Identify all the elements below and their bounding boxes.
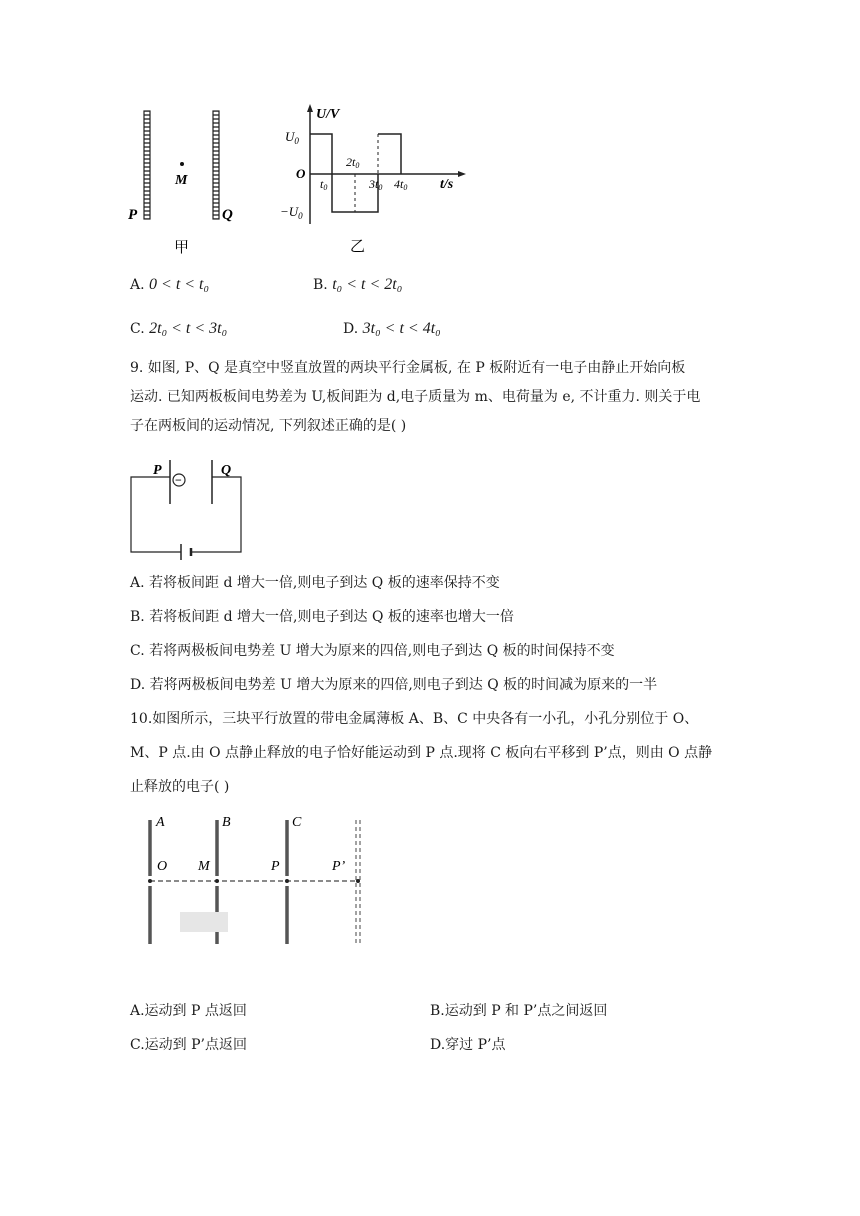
label-o: O bbox=[157, 859, 168, 874]
label-p: P bbox=[271, 859, 280, 874]
q8-option-c-math: 2t₀ < t < 3t₀ bbox=[149, 320, 228, 337]
tick-t0: t0 bbox=[320, 177, 328, 192]
q9-stem-line-1: 9. 如图, P、Q 是真空中竖直放置的两块平行金属板, 在 P 板附近有一电子由静止开始向板 bbox=[130, 360, 686, 376]
label-m: M bbox=[198, 859, 210, 874]
q10-option-a: A.运动到 P 点返回 bbox=[130, 1003, 247, 1019]
neg-u0-label: $-U_0$ bbox=[280, 204, 303, 221]
caption-jia: 甲 bbox=[174, 240, 190, 255]
q8-option-d bbox=[343, 320, 441, 338]
label-a: A bbox=[156, 815, 165, 830]
q10-stem-line-1: 10.如图所示，三块平行放置的带电金属薄板 A、B、C 中央各有一小孔，小孔分别位于 O、 bbox=[130, 711, 699, 727]
q8-option-a-math: 0 < t < t₀ bbox=[149, 276, 210, 293]
q8-option-c bbox=[130, 320, 227, 338]
label-p-q9: P bbox=[153, 463, 162, 478]
waveform-line-2 bbox=[378, 134, 401, 174]
tick-2t0: 2t0 bbox=[346, 155, 360, 170]
label-p: P bbox=[128, 207, 138, 223]
label-q-q9: Q bbox=[221, 463, 232, 478]
origin-label: O bbox=[296, 166, 306, 181]
figure-jia bbox=[120, 105, 250, 255]
q9-option-b: B. 若将板间距 d 增大一倍,则电子到达 Q 板的速率也增大一倍 bbox=[130, 609, 514, 625]
axis-t-label: t/s bbox=[440, 177, 454, 192]
q10-option-c: C.运动到 P’点返回 bbox=[130, 1037, 247, 1053]
q8-option-b-label: B. bbox=[313, 277, 328, 293]
axis-u-label: U/V bbox=[316, 107, 340, 122]
q8-option-a-label: A. bbox=[130, 277, 145, 293]
waveform-line bbox=[310, 134, 378, 212]
q9-option-a: A. 若将板间距 d 增大一倍,则电子到达 Q 板的速率保持不变 bbox=[130, 575, 500, 591]
tick-3t0: 3t0 bbox=[369, 177, 383, 192]
label-b: B bbox=[222, 815, 231, 830]
q8-option-a bbox=[130, 276, 209, 294]
q9-stem-line-2: 运动. 已知两板板间电势差为 U,板间距为 d,电子质量为 m、电荷量为 e, 不计重力. 则关于电 bbox=[130, 389, 701, 405]
q8-option-d-math: 3t₀ < t < 4t₀ bbox=[362, 320, 441, 337]
q10-stem-line-2: M、P 点.由 O 点静止释放的电子恰好能运动到 P 点.现将 C 板向右平移到 P’点，则由 O 点静 bbox=[130, 745, 713, 761]
label-q: Q bbox=[222, 207, 233, 223]
q8-option-c-label: C. bbox=[130, 321, 145, 337]
caption-yi: 乙 bbox=[350, 239, 366, 255]
figure-yi bbox=[280, 100, 470, 260]
u0-label: $U_0$ bbox=[285, 129, 299, 146]
q9-option-d: D. 若将两极板间电势差 U 增大为原来的四倍,则电子到达 Q 板的时间减为原来的一半 bbox=[130, 677, 658, 693]
smudge-mark bbox=[180, 912, 228, 932]
figure-q9-circuit bbox=[125, 452, 255, 560]
point-m-dot bbox=[180, 162, 184, 166]
q8-option-b bbox=[313, 276, 402, 294]
q10-option-d: D.穿过 P’点 bbox=[430, 1037, 506, 1053]
figure-q10-plates bbox=[138, 808, 378, 950]
label-p-prime: P’ bbox=[332, 859, 346, 874]
plate-q bbox=[213, 111, 219, 219]
q9-stem-line-3: 子在两板间的运动情况, 下列叙述正确的是( ) bbox=[130, 418, 407, 434]
q9-option-c: C. 若将两极板间电势差 U 增大为原来的四倍,则电子到达 Q 板的时间保持不变 bbox=[130, 643, 615, 659]
label-m: M bbox=[175, 173, 188, 188]
tick-4t0: 4t0 bbox=[394, 177, 408, 192]
q8-option-d-label: D. bbox=[343, 321, 359, 337]
q10-stem-line-3: 止释放的电子( ) bbox=[130, 779, 230, 795]
plate-p bbox=[144, 111, 150, 219]
q10-option-b: B.运动到 P 和 P’点之间返回 bbox=[430, 1003, 608, 1019]
q8-option-b-math: t₀ < t < 2t₀ bbox=[332, 276, 403, 293]
label-c: C bbox=[292, 815, 302, 830]
svg-text:−: − bbox=[175, 473, 182, 487]
